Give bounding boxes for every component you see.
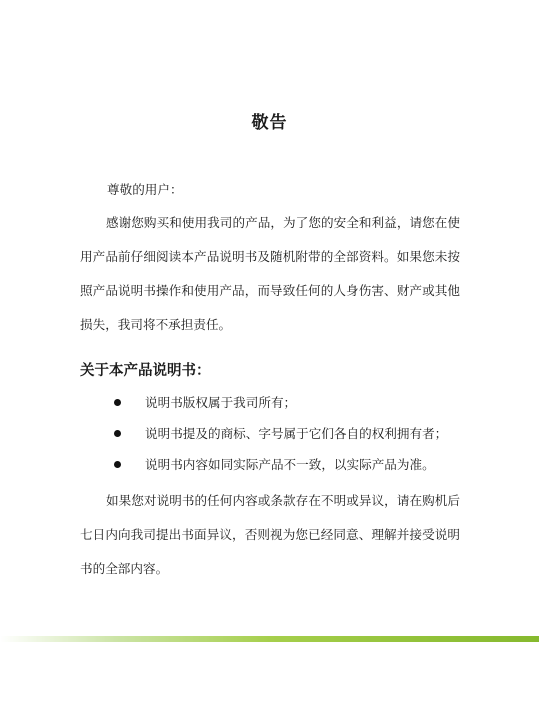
list-item-text: 说明书内容如同实际产品不一致，以实际产品为准。: [145, 457, 435, 472]
bullet-icon: [114, 430, 121, 437]
salutation: 尊敬的用户：: [107, 182, 183, 197]
disclaimer-paragraph: 如果您对说明书的任何内容或条款存在不明或异议，请在购机后七日内向我司提出书面异议，否则视为您已经同意、理解并接受说明书的全部内容。: [80, 493, 460, 576]
list-item-text: 说明书提及的商标、字号属于它们各自的权利拥有者；: [145, 426, 448, 441]
list-item: [80, 418, 480, 449]
bullet-list: [80, 387, 480, 480]
footer-accent-band: [0, 636, 539, 642]
page-title: 敬告: [251, 113, 288, 133]
list-item-text: 说明书版权属于我司所有；: [145, 395, 297, 410]
bullet-icon: [114, 461, 121, 468]
notice-paragraph: 感谢您购买和使用我司的产品，为了您的安全和利益，请您在使用产品前仔细阅读本产品说明书及随机附带的全部资料。如果您未按照产品说明书操作和使用产品，而导致任何的人身伤害、财产或其他损失，我司将不承担责任。: [80, 215, 460, 332]
list-item: [80, 449, 480, 480]
list-item: [80, 387, 480, 418]
section-heading: 关于本产品说明书：: [80, 363, 211, 379]
bullet-icon: [114, 399, 121, 406]
